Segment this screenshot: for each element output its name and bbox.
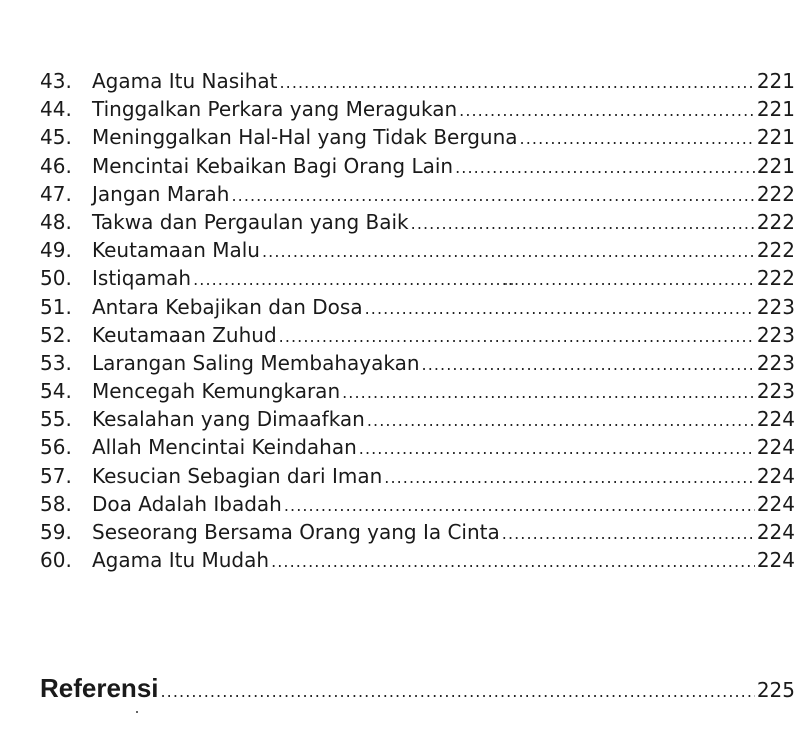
dot-leader — [455, 152, 755, 182]
entry-number: 58. — [40, 491, 72, 516]
toc-entry — [40, 152, 795, 180]
entry-page-number: 221 — [756, 125, 795, 150]
toc-entry — [40, 518, 795, 546]
entry-number: 46. — [40, 153, 72, 178]
toc-entry — [40, 321, 795, 349]
entry-number: 55. — [40, 407, 72, 432]
toc-entry — [40, 293, 795, 321]
entry-number: 57. — [40, 463, 72, 488]
toc-entry — [40, 264, 795, 292]
entry-number: 53. — [40, 350, 72, 375]
toc-entry — [40, 377, 795, 405]
dot-leader — [262, 236, 755, 266]
entry-number: 59. — [40, 520, 72, 544]
entry-number: 60. — [40, 548, 72, 573]
dot-leader — [411, 208, 755, 238]
toc-entry — [40, 490, 795, 518]
entry-page-number: 223 — [756, 350, 795, 375]
dot-leader — [271, 546, 755, 576]
table-of-contents — [40, 67, 795, 574]
references-heading: Referensi — [40, 673, 159, 703]
entry-page-number: 221 — [756, 153, 795, 178]
entry-title: Jangan Marah — [92, 181, 230, 206]
entry-title: Keutamaan Zuhud — [92, 322, 277, 347]
entry-title: Larangan Saling Membahayakan — [92, 350, 420, 375]
entry-title: Antara Kebajikan dan Dosa — [92, 294, 363, 319]
entry-title: Mencintai Kebaikan Bagi Orang Lain — [92, 153, 454, 178]
entry-number: 49. — [40, 238, 72, 263]
toc-entry — [40, 236, 795, 264]
references-entry — [40, 672, 795, 704]
entry-number: 45. — [40, 125, 72, 150]
dot-leader — [284, 490, 755, 520]
entry-page-number: 224 — [756, 463, 795, 488]
scan-speck — [505, 283, 507, 285]
toc-entry — [40, 433, 795, 461]
toc-entry — [40, 95, 795, 123]
entry-number: 50. — [40, 266, 72, 291]
toc-entry — [40, 180, 795, 208]
toc-entry — [40, 462, 795, 490]
dot-leader — [161, 682, 755, 701]
toc-entry — [40, 67, 795, 95]
entry-page-number: 223 — [756, 322, 795, 347]
dot-leader — [193, 264, 755, 294]
dot-leader — [502, 518, 755, 548]
entry-page-number: 222 — [756, 181, 795, 206]
scan-speck — [511, 283, 513, 285]
entry-title: Keutamaan Malu — [92, 238, 260, 263]
dot-leader — [279, 67, 754, 97]
entry-title: Mencegah Kemungkaran — [92, 379, 341, 404]
dot-leader — [384, 462, 755, 492]
toc-entry — [40, 349, 795, 377]
dot-leader — [365, 293, 755, 323]
entry-title: Kesucian Sebagian dari Iman — [92, 463, 383, 488]
entry-page-number: 222 — [756, 209, 795, 234]
entry-title: Allah Mencintai Keindahan — [92, 435, 357, 460]
entry-page-number: 224 — [756, 520, 795, 544]
entry-title: Takwa dan Pergaulan yang Baik — [92, 209, 409, 234]
entry-page-number: 222 — [756, 238, 795, 263]
dot-leader — [342, 377, 755, 407]
entry-title: Agama Itu Nasihat — [92, 69, 278, 93]
dot-leader — [459, 95, 755, 125]
entry-number: 43. — [40, 69, 72, 93]
references-page-number: 225 — [756, 678, 795, 702]
entry-page-number: 223 — [756, 379, 795, 404]
entry-title: Kesalahan yang Dimaafkan — [92, 407, 365, 432]
scan-speck — [136, 711, 138, 713]
dot-leader — [422, 349, 755, 379]
entry-page-number: 224 — [756, 548, 795, 573]
toc-entry — [40, 123, 795, 151]
entry-title: Istiqamah — [92, 266, 192, 291]
toc-entry — [40, 546, 795, 574]
toc-entry — [40, 405, 795, 433]
entry-number: 56. — [40, 435, 72, 460]
entry-page-number: 222 — [756, 266, 795, 291]
dot-leader — [279, 321, 755, 351]
entry-page-number: 221 — [756, 69, 795, 93]
entry-title: Agama Itu Mudah — [92, 548, 270, 573]
entry-number: 54. — [40, 379, 72, 404]
entry-title: Tinggalkan Perkara yang Meragukan — [92, 97, 458, 122]
entry-page-number: 221 — [756, 97, 795, 122]
entry-page-number: 224 — [756, 435, 795, 460]
dot-leader — [231, 180, 754, 210]
entry-page-number: 223 — [756, 294, 795, 319]
entry-number: 44. — [40, 97, 72, 122]
entry-title: Doa Adalah Ibadah — [92, 491, 282, 516]
toc-entry — [40, 208, 795, 236]
dot-leader — [520, 123, 755, 153]
entry-number: 52. — [40, 322, 72, 347]
entry-page-number: 224 — [756, 407, 795, 432]
entry-number: 48. — [40, 209, 72, 234]
entry-title: Meninggalkan Hal-Hal yang Tidak Berguna — [92, 125, 518, 150]
entry-page-number: 224 — [756, 491, 795, 516]
dot-leader — [359, 433, 755, 463]
dot-leader — [367, 405, 755, 435]
entry-number: 47. — [40, 181, 72, 206]
entry-title: Seseorang Bersama Orang yang Ia Cinta — [92, 520, 500, 544]
entry-number: 51. — [40, 294, 72, 319]
